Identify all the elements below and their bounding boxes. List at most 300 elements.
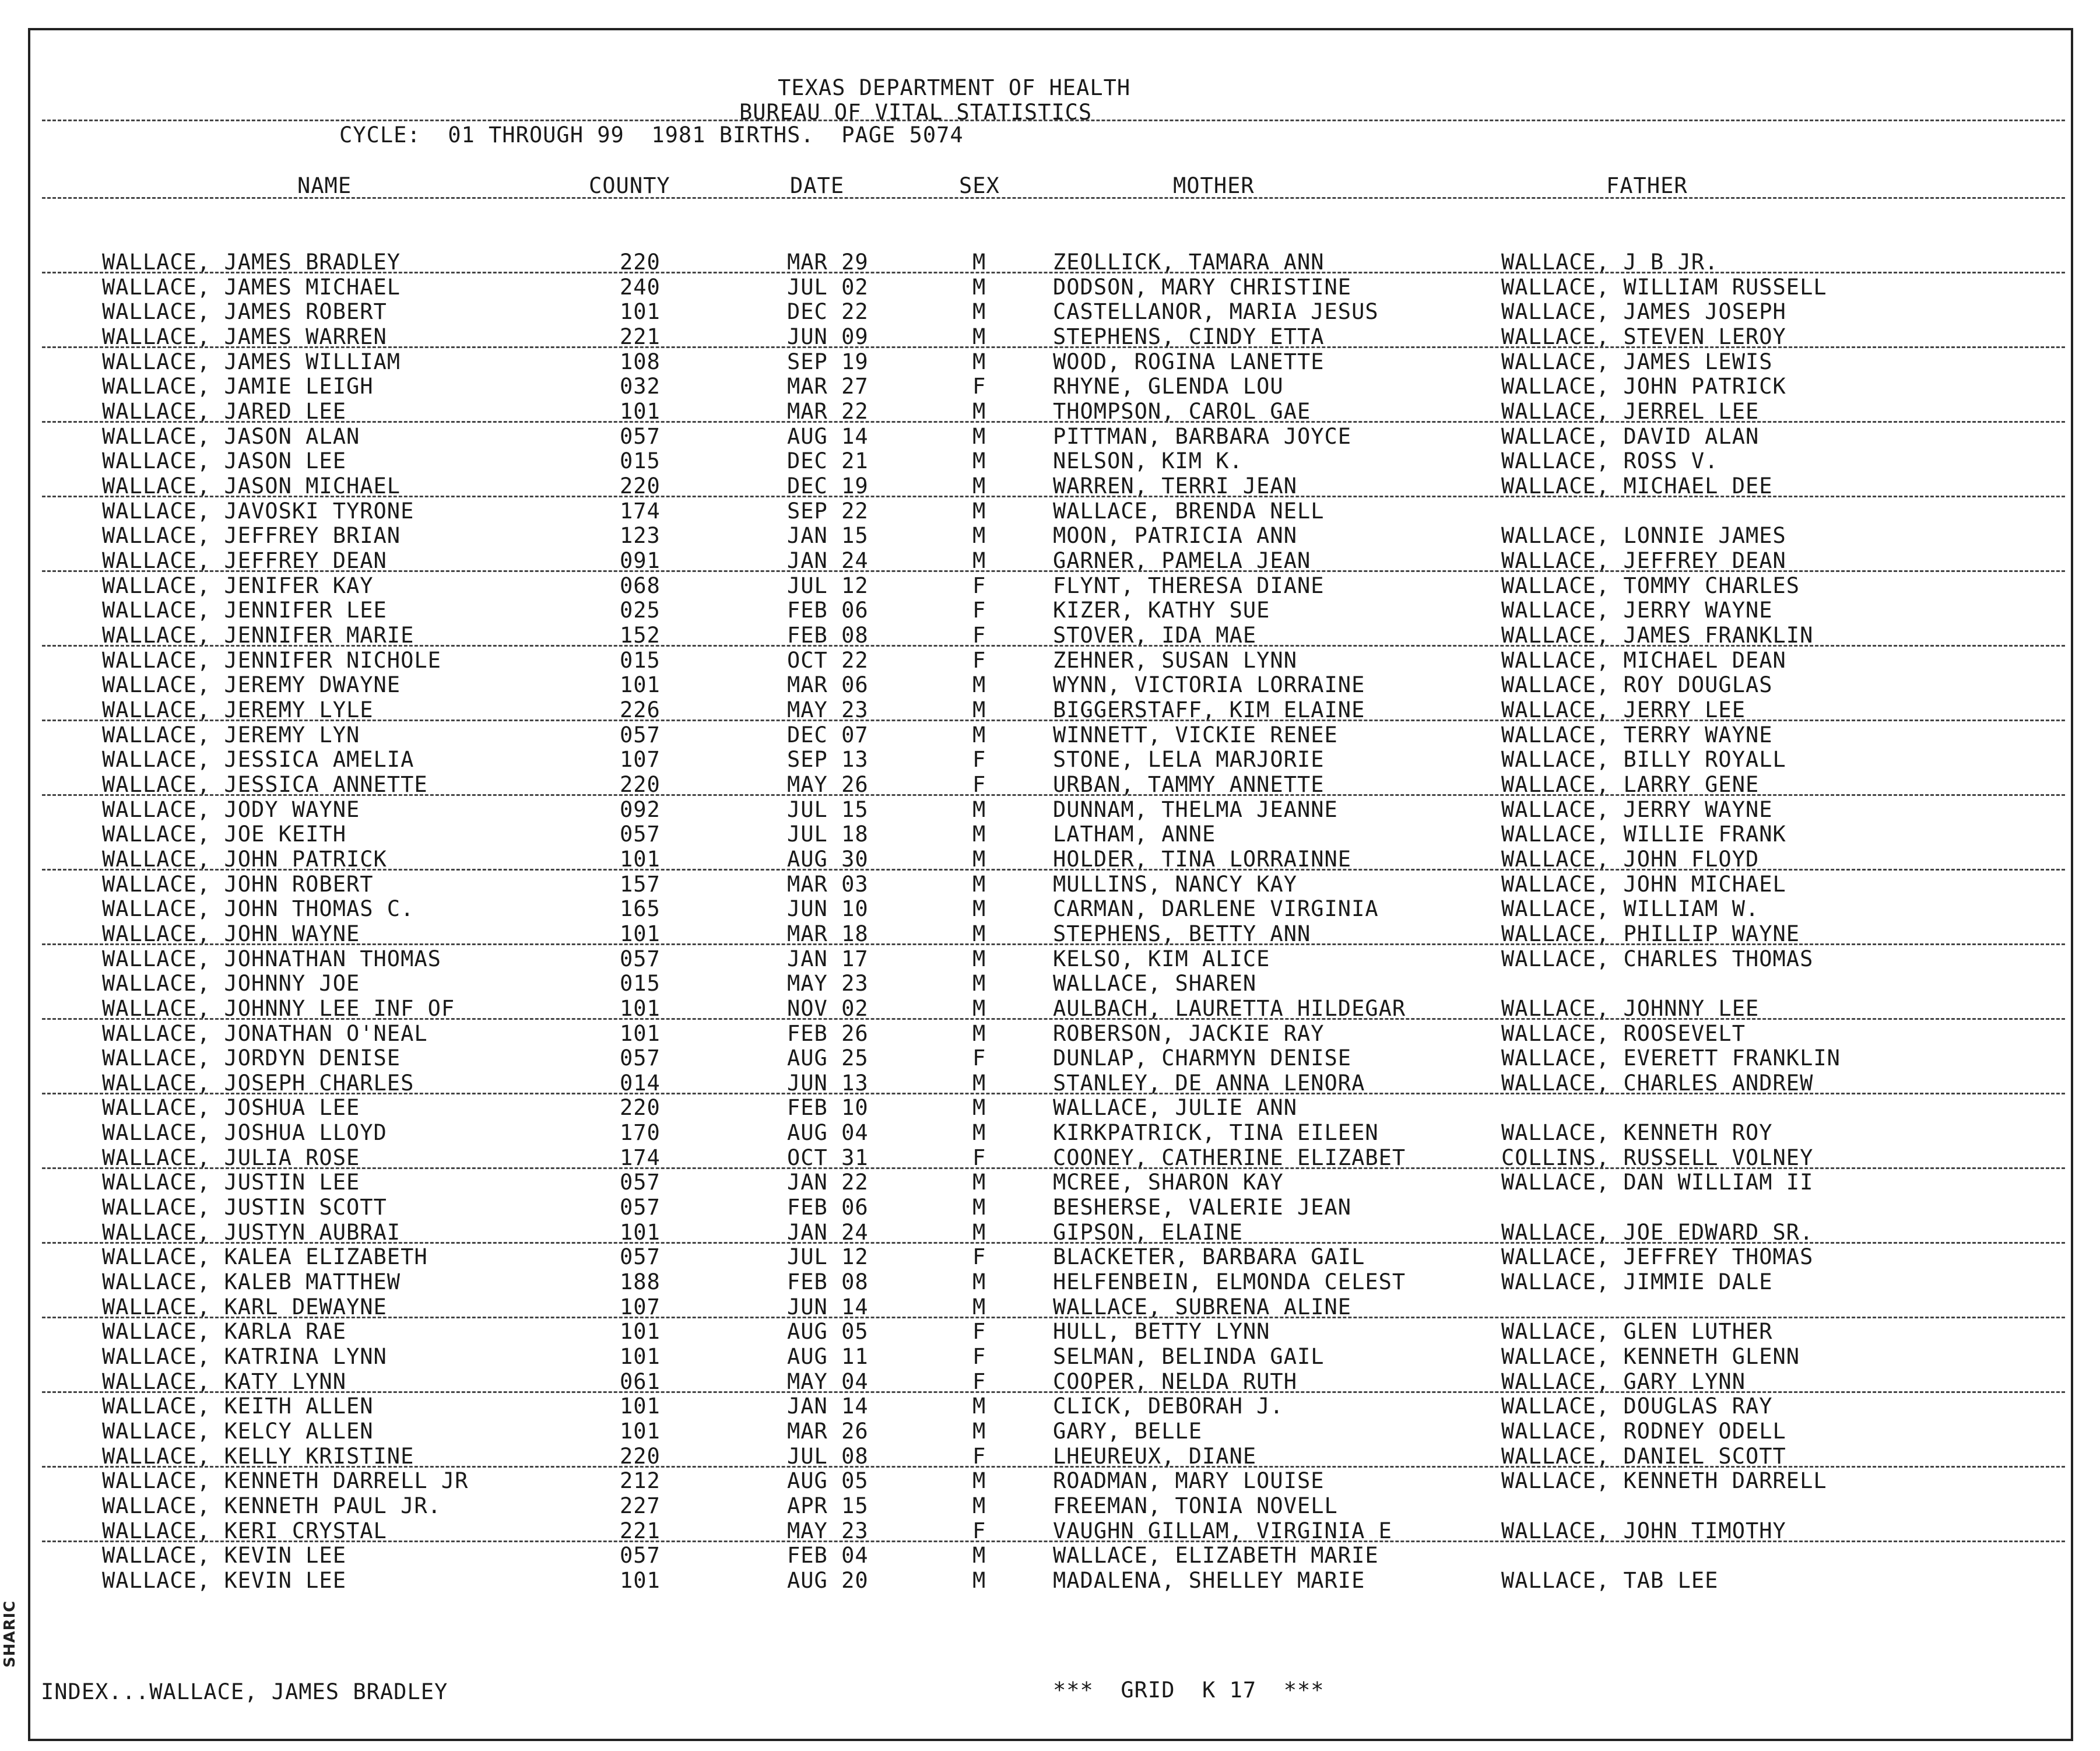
record-county: 101 [620, 1319, 661, 1345]
record-mother: FREEMAN, TONIA NOVELL [1053, 1493, 1338, 1518]
record-date: JUL 08 [787, 1443, 869, 1469]
record-father: WALLACE, DAN WILLIAM II [1501, 1170, 1814, 1195]
record-name: WALLACE, JOHNATHAN THOMAS [102, 946, 441, 971]
record-date: SEP 22 [787, 498, 869, 524]
row-group-rule [42, 1242, 2065, 1244]
row-group-rule [42, 1391, 2065, 1393]
record-father: WALLACE, JAMES FRANKLIN [1501, 622, 1814, 648]
record-sex: M [972, 498, 986, 524]
record-mother: MOON, PATRICIA ANN [1053, 523, 1297, 549]
table-row [0, 648, 2100, 673]
record-date: JUN 14 [787, 1294, 869, 1320]
record-county: 101 [620, 995, 661, 1021]
record-name: WALLACE, JOHN PATRICK [102, 846, 387, 872]
record-name: WALLACE, JULIA ROSE [102, 1145, 360, 1170]
record-county: 057 [620, 946, 661, 971]
record-sex: M [972, 1120, 986, 1146]
record-name: WALLACE, JORDYN DENISE [102, 1045, 401, 1071]
record-mother: WARREN, TERRI JEAN [1053, 473, 1297, 499]
table-row [0, 1394, 2100, 1419]
record-mother: ROBERSON, JACKIE RAY [1053, 1020, 1325, 1046]
record-sex: M [972, 1219, 986, 1245]
record-mother: THOMPSON, CAROL GAE [1053, 399, 1311, 424]
record-name: WALLACE, KERI CRYSTAL [102, 1518, 387, 1543]
record-mother: FLYNT, THERESA DIANE [1053, 573, 1325, 598]
record-sex: M [972, 274, 986, 300]
record-county: 165 [620, 896, 661, 922]
record-name: WALLACE, KATY LYNN [102, 1368, 346, 1394]
record-sex: M [972, 995, 986, 1021]
record-sex: F [972, 622, 986, 648]
record-mother: KIZER, KATHY SUE [1053, 598, 1270, 623]
record-sex: F [972, 1368, 986, 1394]
agency-title: TEXAS DEPARTMENT OF HEALTH [778, 75, 1131, 100]
record-mother: BIGGERSTAFF, KIM ELAINE [1053, 697, 1365, 722]
record-mother: HELFENBEIN, ELMONDA CELEST [1053, 1269, 1406, 1295]
record-father: WALLACE, CHARLES ANDREW [1501, 1070, 1814, 1096]
record-sex: F [972, 598, 986, 623]
record-mother: MADALENA, SHELLEY MARIE [1053, 1568, 1365, 1593]
record-name: WALLACE, KARL DEWAYNE [102, 1294, 387, 1320]
record-name: WALLACE, JENNIFER MARIE [102, 622, 415, 648]
record-sex: F [972, 374, 986, 399]
record-father: WALLACE, BILLY ROYALL [1501, 747, 1786, 773]
record-county: 101 [620, 672, 661, 698]
table-row [0, 722, 2100, 748]
record-father: WALLACE, JERRY WAYNE [1501, 598, 1773, 623]
record-name: WALLACE, JOHNNY JOE [102, 971, 360, 996]
record-father: WALLACE, JEFFREY THOMAS [1501, 1244, 1814, 1270]
record-date: SEP 13 [787, 747, 869, 773]
column-header-county: COUNTY [589, 173, 670, 198]
record-county: 091 [620, 548, 661, 573]
record-county: 220 [620, 250, 661, 275]
table-row [0, 299, 2100, 325]
record-name: WALLACE, KELCY ALLEN [102, 1419, 374, 1444]
row-group-rule [42, 869, 2065, 871]
record-date: AUG 05 [787, 1319, 869, 1345]
record-father: WALLACE, GLEN LUTHER [1501, 1319, 1773, 1345]
record-county: 174 [620, 1145, 661, 1170]
record-date: MAR 03 [787, 871, 869, 897]
record-county: 108 [620, 349, 661, 374]
record-county: 015 [620, 448, 661, 474]
record-county: 101 [620, 299, 661, 325]
record-date: AUG 25 [787, 1045, 869, 1071]
record-county: 170 [620, 1120, 661, 1146]
record-sex: F [972, 1145, 986, 1170]
record-sex: F [972, 747, 986, 773]
record-sex: M [972, 548, 986, 573]
record-sex: M [972, 1394, 986, 1419]
record-date: MAY 26 [787, 771, 869, 797]
table-row [0, 374, 2100, 399]
record-sex: M [972, 946, 986, 971]
record-county: 057 [620, 822, 661, 847]
record-name: WALLACE, KELLY KRISTINE [102, 1443, 415, 1469]
record-sex: F [972, 1344, 986, 1369]
record-mother: ROADMAN, MARY LOUISE [1053, 1468, 1325, 1494]
record-mother: NELSON, KIM K. [1053, 448, 1243, 474]
record-sex: M [972, 523, 986, 549]
record-date: MAY 23 [787, 971, 869, 996]
record-county: 107 [620, 747, 661, 773]
record-sex: M [972, 846, 986, 872]
table-row [0, 424, 2100, 450]
record-mother: LATHAM, ANNE [1053, 822, 1216, 847]
record-mother: WYNN, VICTORIA LORRAINE [1053, 672, 1365, 698]
record-name: WALLACE, JASON LEE [102, 448, 346, 474]
record-date: OCT 31 [787, 1145, 869, 1170]
record-name: WALLACE, JAMES WARREN [102, 324, 387, 349]
record-county: 015 [620, 971, 661, 996]
record-sex: M [972, 423, 986, 449]
record-name: WALLACE, KEVIN LEE [102, 1543, 346, 1568]
record-date: MAY 23 [787, 697, 869, 722]
record-sex: F [972, 647, 986, 673]
table-row [0, 1568, 2100, 1594]
record-name: WALLACE, JESSICA ANNETTE [102, 771, 428, 797]
row-group-rule [42, 1093, 2065, 1094]
record-sex: M [972, 1070, 986, 1096]
record-name: WALLACE, JOHN ROBERT [102, 871, 374, 897]
record-name: WALLACE, JENNIFER NICHOLE [102, 647, 441, 673]
record-name: WALLACE, JEREMY LYN [102, 722, 360, 748]
record-father: WALLACE, JERRY WAYNE [1501, 796, 1773, 822]
record-father: WALLACE, WILLIE FRANK [1501, 822, 1786, 847]
record-name: WALLACE, JOE KEITH [102, 822, 346, 847]
cycle-line: CYCLE: 01 THROUGH 99 1981 BIRTHS. PAGE 5074 [339, 122, 964, 148]
table-row [0, 1543, 2100, 1568]
record-county: 157 [620, 871, 661, 897]
record-county: 015 [620, 647, 661, 673]
record-county: 101 [620, 1394, 661, 1419]
record-name: WALLACE, JOSHUA LEE [102, 1095, 360, 1121]
record-mother: KELSO, KIM ALICE [1053, 946, 1270, 971]
record-name: WALLACE, JASON MICHAEL [102, 473, 401, 499]
record-father: WALLACE, ROOSEVELT [1501, 1020, 1746, 1046]
row-group-rule [42, 272, 2065, 273]
record-county: 057 [620, 1045, 661, 1071]
record-father: WALLACE, JOHN PATRICK [1501, 374, 1786, 399]
record-county: 057 [620, 1195, 661, 1220]
record-father: WALLACE, JIMMIE DALE [1501, 1269, 1773, 1295]
record-date: JAN 14 [787, 1394, 869, 1419]
record-name: WALLACE, JEREMY DWAYNE [102, 672, 401, 698]
record-mother: DUNNAM, THELMA JEANNE [1053, 796, 1338, 822]
record-date: JAN 15 [787, 523, 869, 549]
record-sex: M [972, 324, 986, 349]
record-date: NOV 02 [787, 995, 869, 1021]
record-county: 174 [620, 498, 661, 524]
record-mother: WALLACE, BRENDA NELL [1053, 498, 1325, 524]
record-date: MAY 23 [787, 1518, 869, 1543]
record-sex: M [972, 1419, 986, 1444]
record-mother: KIRKPATRICK, TINA EILEEN [1053, 1120, 1379, 1146]
record-county: 123 [620, 523, 661, 549]
record-county: 057 [620, 1543, 661, 1568]
table-row [0, 797, 2100, 823]
table-row [0, 1120, 2100, 1146]
record-county: 101 [620, 1344, 661, 1369]
record-county: 227 [620, 1493, 661, 1518]
record-date: MAR 18 [787, 921, 869, 946]
row-group-rule [42, 1317, 2065, 1318]
column-header-name: NAME [297, 173, 352, 198]
record-name: WALLACE, JENNIFER LEE [102, 598, 387, 623]
record-mother: BESHERSE, VALERIE JEAN [1053, 1195, 1352, 1220]
record-county: 101 [620, 1219, 661, 1245]
table-row [0, 1468, 2100, 1494]
record-mother: GIPSON, ELAINE [1053, 1219, 1243, 1245]
record-name: WALLACE, JUSTYN AUBRAI [102, 1219, 401, 1245]
table-row [0, 747, 2100, 773]
record-county: 032 [620, 374, 661, 399]
record-sex: M [972, 871, 986, 897]
record-name: WALLACE, KENNETH PAUL JR. [102, 1493, 441, 1518]
table-row [0, 1095, 2100, 1121]
row-group-rule [42, 346, 2065, 348]
record-county: 057 [620, 1244, 661, 1270]
table-row [0, 499, 2100, 524]
record-sex: M [972, 1568, 986, 1593]
record-father: WALLACE, ROY DOUGLAS [1501, 672, 1773, 698]
record-date: AUG 05 [787, 1468, 869, 1494]
record-name: WALLACE, JUSTIN SCOTT [102, 1195, 387, 1220]
record-county: 068 [620, 573, 661, 598]
table-row [0, 1269, 2100, 1295]
side-tag: SHARIC [1, 1600, 19, 1668]
column-header-father: FATHER [1606, 173, 1688, 198]
record-father: WALLACE, LONNIE JAMES [1501, 523, 1786, 549]
row-group-rule [42, 421, 2065, 423]
record-mother: WALLACE, JULIE ANN [1053, 1095, 1297, 1121]
row-group-rule [42, 1466, 2065, 1468]
record-sex: M [972, 250, 986, 275]
record-county: 212 [620, 1468, 661, 1494]
record-county: 101 [620, 846, 661, 872]
record-sex: F [972, 573, 986, 598]
record-mother: DUNLAP, CHARMYN DENISE [1053, 1045, 1352, 1071]
record-mother: URBAN, TAMMY ANNETTE [1053, 771, 1325, 797]
record-date: JUL 12 [787, 1244, 869, 1270]
record-father: WALLACE, GARY LYNN [1501, 1368, 1746, 1394]
table-row [0, 971, 2100, 996]
record-father: WALLACE, JOE EDWARD SR. [1501, 1219, 1814, 1245]
table-row [0, 1319, 2100, 1345]
record-date: MAR 27 [787, 374, 869, 399]
record-father: WALLACE, TAB LEE [1501, 1568, 1719, 1593]
record-name: WALLACE, JODY WAYNE [102, 796, 360, 822]
row-group-rule [42, 943, 2065, 945]
record-county: 220 [620, 473, 661, 499]
record-father: WALLACE, LARRY GENE [1501, 771, 1760, 797]
record-father: WALLACE, MICHAEL DEE [1501, 473, 1773, 499]
record-sex: M [972, 473, 986, 499]
table-row [0, 1493, 2100, 1519]
record-father: WALLACE, JOHN FLOYD [1501, 846, 1760, 872]
record-county: 101 [620, 1568, 661, 1593]
footer-index: INDEX...WALLACE, JAMES BRADLEY [41, 1679, 448, 1704]
record-mother: WALLACE, ELIZABETH MARIE [1053, 1543, 1379, 1568]
row-group-rule [42, 570, 2065, 572]
record-mother: WINNETT, VICKIE RENEE [1053, 722, 1338, 748]
table-row [0, 523, 2100, 549]
table-row [0, 1021, 2100, 1047]
record-father: WALLACE, KENNETH ROY [1501, 1120, 1773, 1146]
record-father: WALLACE, JERREL LEE [1501, 399, 1760, 424]
record-date: JAN 22 [787, 1170, 869, 1195]
record-mother: CARMAN, DARLENE VIRGINIA [1053, 896, 1379, 922]
record-name: WALLACE, JAMES WILLIAM [102, 349, 401, 374]
record-father: WALLACE, EVERETT FRANKLIN [1501, 1045, 1841, 1071]
record-date: JUN 10 [787, 896, 869, 922]
column-header-date: DATE [790, 173, 845, 198]
row-group-rule [42, 1018, 2065, 1020]
record-date: JUN 13 [787, 1070, 869, 1096]
record-sex: M [972, 1170, 986, 1195]
table-row [0, 822, 2100, 847]
table-row [0, 1045, 2100, 1071]
record-mother: HOLDER, TINA LORRAINNE [1053, 846, 1352, 872]
record-date: AUG 20 [787, 1568, 869, 1593]
record-date: FEB 26 [787, 1020, 869, 1046]
record-father: WALLACE, JOHNNY LEE [1501, 995, 1760, 1021]
record-name: WALLACE, JESSICA AMELIA [102, 747, 415, 773]
record-mother: COONEY, CATHERINE ELIZABET [1053, 1145, 1406, 1170]
record-date: DEC 21 [787, 448, 869, 474]
record-sex: M [972, 697, 986, 722]
table-row [0, 946, 2100, 972]
record-county: 240 [620, 274, 661, 300]
record-father: WALLACE, CHARLES THOMAS [1501, 946, 1814, 971]
row-group-rule [42, 645, 2065, 647]
record-father: WALLACE, J B JR. [1501, 250, 1719, 275]
record-county: 014 [620, 1070, 661, 1096]
record-name: WALLACE, JARED LEE [102, 399, 346, 424]
record-sex: M [972, 1195, 986, 1220]
record-mother: WALLACE, SHAREN [1053, 971, 1257, 996]
record-date: FEB 06 [787, 598, 869, 623]
record-name: WALLACE, JOHN THOMAS C. [102, 896, 415, 922]
record-date: MAY 04 [787, 1368, 869, 1394]
record-name: WALLACE, JAMES ROBERT [102, 299, 387, 325]
record-mother: ZEOLLICK, TAMARA ANN [1053, 250, 1325, 275]
record-date: FEB 04 [787, 1543, 869, 1568]
record-name: WALLACE, JEREMY LYLE [102, 697, 374, 722]
record-county: 101 [620, 1419, 661, 1444]
record-date: AUG 11 [787, 1344, 869, 1369]
record-date: DEC 07 [787, 722, 869, 748]
record-name: WALLACE, JAVOSKI TYRONE [102, 498, 415, 524]
record-date: DEC 22 [787, 299, 869, 325]
record-county: 092 [620, 796, 661, 822]
record-date: JAN 17 [787, 946, 869, 971]
record-father: WALLACE, JAMES JOSEPH [1501, 299, 1786, 325]
row-group-rule [42, 720, 2065, 721]
record-name: WALLACE, KATRINA LYNN [102, 1344, 387, 1369]
record-date: FEB 06 [787, 1195, 869, 1220]
table-row [0, 1244, 2100, 1270]
record-father: WALLACE, TOMMY CHARLES [1501, 573, 1800, 598]
record-county: 101 [620, 921, 661, 946]
record-father: WALLACE, TERRY WAYNE [1501, 722, 1773, 748]
record-father: WALLACE, JOHN MICHAEL [1501, 871, 1786, 897]
record-father: WALLACE, JAMES LEWIS [1501, 349, 1773, 374]
record-name: WALLACE, KARLA RAE [102, 1319, 346, 1345]
record-date: MAR 29 [787, 250, 869, 275]
record-mother: AULBACH, LAURETTA HILDEGAR [1053, 995, 1406, 1021]
record-date: SEP 19 [787, 349, 869, 374]
record-date: FEB 08 [787, 1269, 869, 1295]
record-date: MAR 06 [787, 672, 869, 698]
record-county: 221 [620, 324, 661, 349]
record-father: WALLACE, DAVID ALAN [1501, 423, 1760, 449]
record-mother: WOOD, ROGINA LANETTE [1053, 349, 1325, 374]
record-sex: M [972, 1095, 986, 1121]
record-county: 057 [620, 423, 661, 449]
record-date: MAR 26 [787, 1419, 869, 1444]
record-mother: GARNER, PAMELA JEAN [1053, 548, 1311, 573]
record-sex: M [972, 448, 986, 474]
record-father: WALLACE, WILLIAM W. [1501, 896, 1760, 922]
record-county: 220 [620, 1443, 661, 1469]
record-father: COLLINS, RUSSELL VOLNEY [1501, 1145, 1814, 1170]
record-sex: F [972, 771, 986, 797]
record-sex: M [972, 722, 986, 748]
table-row [0, 349, 2100, 375]
record-father: WALLACE, DOUGLAS RAY [1501, 1394, 1773, 1419]
record-mother: WALLACE, SUBRENA ALINE [1053, 1294, 1352, 1320]
record-county: 057 [620, 722, 661, 748]
table-row [0, 573, 2100, 599]
table-row [0, 448, 2100, 474]
record-sex: M [972, 1294, 986, 1320]
table-row [0, 1195, 2100, 1220]
record-father: WALLACE, JERRY LEE [1501, 697, 1746, 722]
record-sex: M [972, 349, 986, 374]
record-father: WALLACE, PHILLIP WAYNE [1501, 921, 1800, 946]
record-county: 221 [620, 1518, 661, 1543]
record-name: WALLACE, KALEB MATTHEW [102, 1269, 401, 1295]
record-father: WALLACE, STEVEN LEROY [1501, 324, 1786, 349]
record-date: FEB 10 [787, 1095, 869, 1121]
record-mother: CASTELLANOR, MARIA JESUS [1053, 299, 1379, 325]
record-county: 226 [620, 697, 661, 722]
record-county: 057 [620, 1170, 661, 1195]
record-father: WALLACE, RODNEY ODELL [1501, 1419, 1786, 1444]
record-county: 152 [620, 622, 661, 648]
record-name: WALLACE, JAMIE LEIGH [102, 374, 374, 399]
record-father: WALLACE, WILLIAM RUSSELL [1501, 274, 1827, 300]
record-mother: GARY, BELLE [1053, 1419, 1203, 1444]
table-row [0, 872, 2100, 897]
record-mother: COOPER, NELDA RUTH [1053, 1368, 1297, 1394]
record-father: WALLACE, KENNETH GLENN [1501, 1344, 1800, 1369]
record-name: WALLACE, KEVIN LEE [102, 1568, 346, 1593]
record-name: WALLACE, JEFFREY BRIAN [102, 523, 401, 549]
record-date: JAN 24 [787, 548, 869, 573]
record-name: WALLACE, JAMES BRADLEY [102, 250, 401, 275]
row-group-rule [42, 1167, 2065, 1169]
record-mother: MULLINS, NANCY KAY [1053, 871, 1297, 897]
record-sex: M [972, 399, 986, 424]
record-mother: VAUGHN GILLAM, VIRGINIA E [1053, 1518, 1392, 1543]
record-name: WALLACE, KENNETH DARRELL JR [102, 1468, 469, 1494]
row-group-rule [42, 496, 2065, 497]
record-county: 220 [620, 771, 661, 797]
record-mother: STANLEY, DE ANNA LENORA [1053, 1070, 1365, 1096]
